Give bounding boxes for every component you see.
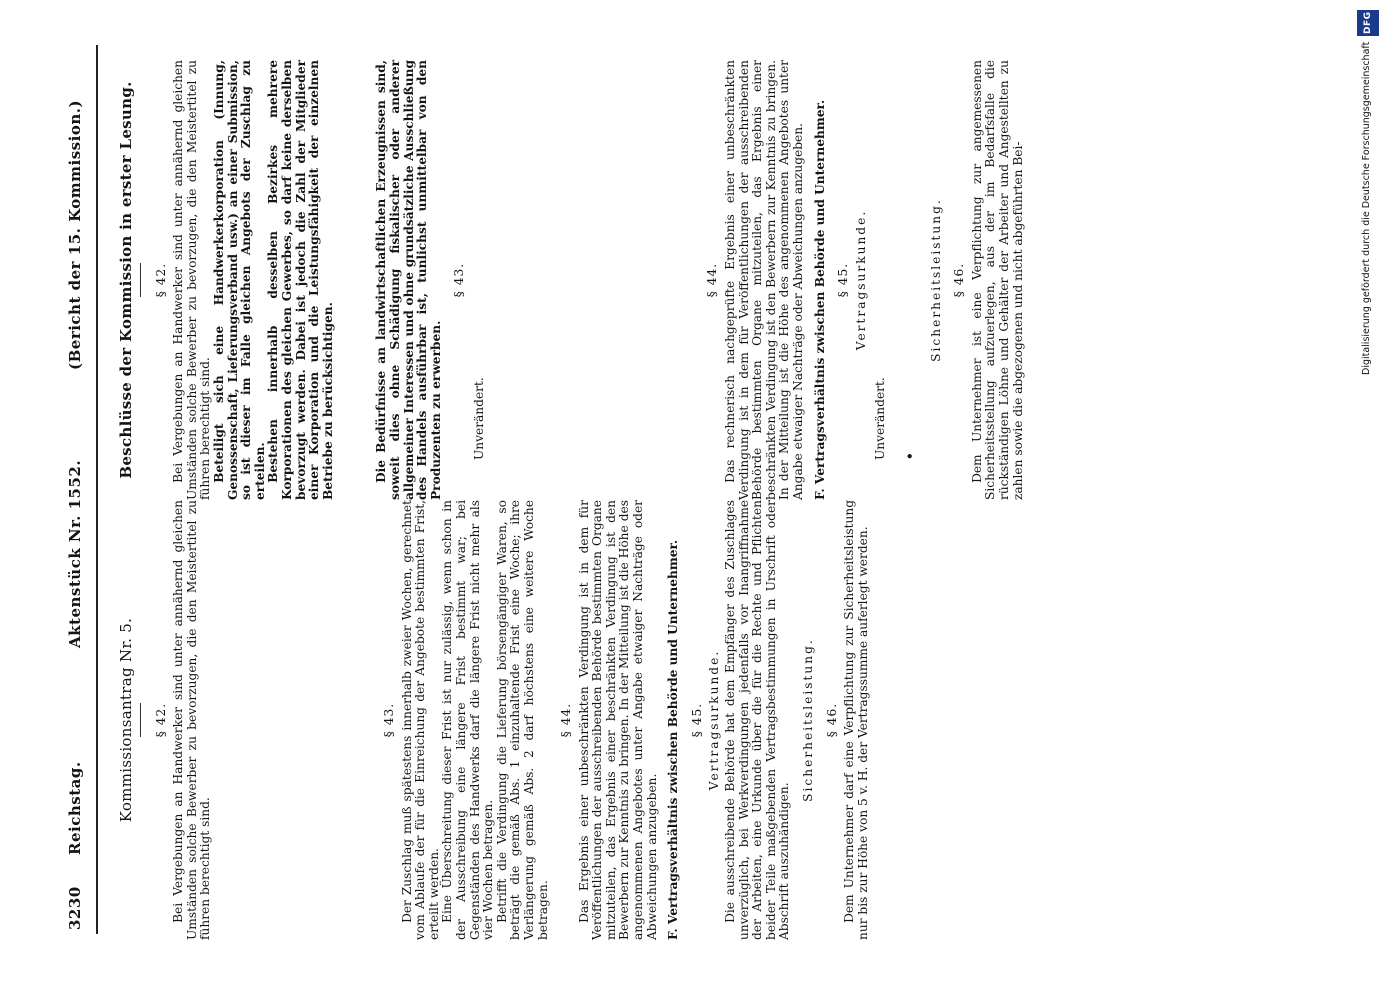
section-45-text: Die ausschreibende Behörde hat dem Empfänger des Zuschlages unverzüglich, bei Werkverdingungen jedenfalls vor Inangriffnahme der Arbeiten, eine Urkunde über die für die Rechte und Pflichten beider Teile maßgebenden Vertragsbestimmungen in Urschrift oder Abschrift auszuhändigen. — [723, 500, 792, 940]
left-column-title: Kommissionsantrag Nr. 5. — [117, 617, 135, 823]
section-45-unchanged: Unverändert. — [873, 377, 888, 460]
header-document-number: Aktenstück Nr. 1552. — [66, 459, 84, 648]
spacer — [213, 500, 283, 940]
title-divider — [140, 703, 141, 737]
title-divider — [140, 263, 141, 297]
header-rule — [96, 45, 98, 934]
section-44-heading: § 44. — [559, 702, 574, 738]
section-45-subtitle: Vertragsurkunde. — [707, 649, 722, 791]
section-44-text: Das Ergebnis einer unbeschränkten Verdingung ist in dem für Veröffentlichungen der ausschreibenden Behörde bestimmten Organe mitzuteilen, das Ergebnis einer beschränkten Verdingung ist den Bewerbern zur Kenntnis zu bringen. In der Mitteilung ist die Höhe des angenommenen Angebotes unter Angabe etwaiger Nachträge oder Abweichungen anzugeben. — [576, 500, 659, 940]
page-number: 3230 — [66, 886, 84, 930]
section-43-heading: § 43. — [452, 262, 467, 298]
spacer — [353, 500, 373, 940]
section-44-text: Das rechnerisch nachgeprüfte Ergebnis einer unbeschränkten Verdingung ist in dem für Veröffentlichungen der ausschreibenden Behörde bestimmten Organe mitzuteilen, das Ergebnis einer beschränkten Verdingung ist den Bewerbern zur Kenntnis zu bringen. In der Mitteilung ist die Höhe des angenommenen Angebotes unter Angabe etwaiger Nachträge oder Abweichungen anzugeben. — [723, 60, 806, 500]
section-42-para-1: Bei Vergebungen an Handwerker sind unter annähernd gleichen Umständen solche Bewerber zu bevorzugen, die den Meistertitel zu führen berechtigt sind. — [171, 60, 213, 500]
spacer — [283, 500, 353, 940]
part-f-heading: F. Vertragsverhältnis zwischen Behörde und Unternehmer. — [812, 99, 827, 500]
spacer — [335, 60, 375, 500]
part-f-heading: F. Vertragsverhältnis zwischen Behörde und Unternehmer. — [666, 539, 681, 940]
section-45-subtitle: Vertragsurkunde. — [853, 209, 868, 351]
spacer — [626, 60, 696, 500]
section-43-para-2: Eine Überschreitung dieser Frist ist nur zulässig, wenn schon in der Ausschreibung eine längere Frist bestimmt war; bei Gegenständen des Handwerks darf die längere Frist nicht mehr als vier Wochen betragen. — [440, 500, 496, 940]
spacer — [486, 60, 556, 500]
spacer — [556, 60, 626, 500]
ink-mark: • — [903, 452, 917, 460]
section-43-heading: § 43. — [381, 702, 396, 738]
right-column-title: Beschlüsse der Kommission in erster Lesung. — [117, 81, 135, 479]
section-42-heading: § 42. — [153, 702, 168, 738]
section-43-para-3: Betrifft die Verdingung die Lieferung börsengängiger Waren, so beträgt die gemäß Abs. 1 einzuhaltende Frist eine Woche; ihre Verlängerung gemäß Abs. 2 darf höchstens eine weitere Woche betragen. — [494, 500, 550, 940]
section-42-para-2: Beteiligt sich eine Handwerkerkorporation (Innung, Genossenschaft, Lieferungsverband usw.) an einer Submission, so ist dieser im Falle gleichen Angebots der Zuschlag zu erteilen. — [211, 60, 267, 500]
section-42-heading: § 42. — [153, 262, 168, 298]
section-46-text: Dem Unternehmer ist eine Verpflichtung zur angemessenen Sicherheitsstellung aufzuerlegen, aus der im Bedarfsfalle die rückständigen Löhne und Gehälter der Arbeiter und Angestellten zu zahlen sowie die abgezogenen und nicht abgeführten Bei- — [969, 60, 1025, 500]
section-46-heading: § 46. — [952, 262, 967, 298]
section-42-para-4: Die Bedürfnisse an landwirtschaftlichen Erzeugnissen sind, soweit dies ohne Schädigung fiskalischer oder anderer allgemeiner Interessen und ohne grundsätzliche Ausschließung des Handels ausführbar ist, tunlichst unmittelbar von den Produzenten zu erwerben. — [374, 60, 443, 500]
header-report-title: (Bericht der 15. Kommission.) — [66, 99, 84, 370]
dfg-logo-icon: DFG — [1357, 10, 1379, 36]
section-42-text: Bei Vergebungen an Handwerker sind unter annähernd gleichen Umständen solche Bewerber zu bevorzugen, die den Meistertitel zu führen berechtigt sind. — [171, 500, 213, 940]
digitization-sidebar — [1355, 6, 1381, 994]
section-45-heading: § 45. — [689, 702, 704, 738]
security-heading: Sicherheitsleistung. — [801, 638, 815, 802]
section-45-heading: § 45. — [836, 262, 851, 298]
section-44-heading: § 44. — [705, 262, 720, 298]
digitization-credit: Digitalisierung gefördert durch die Deutsche Forschungsgemeinschaft — [1361, 42, 1372, 376]
section-42-para-3: Bestehen innerhalb desselben Bezirkes mehrere Korporationen des gleichen Gewerbes, so darf keine derselben bevorzugt werden. Dabei ist jedoch die Zahl der Mitglieder einer Korporation und die Leistungsfähigkeit der einzelnen Betriebe zu berücksichtigen. — [266, 60, 335, 500]
right-column — [117, 60, 1025, 500]
left-column — [117, 500, 870, 940]
section-46-text: Dem Unternehmer darf eine Verpflichtung zur Sicherheitsleistung nur bis zur Höhe von 5 v. H. der Vertragssumme auferlegt werden. — [842, 500, 870, 940]
section-43-unchanged: Unverändert. — [471, 377, 486, 460]
security-heading: Sicherheitsleistung. — [928, 198, 943, 362]
section-46-heading: § 46. — [824, 702, 839, 738]
section-43-para-1: Der Zuschlag muß spätestens innerhalb zweier Wochen, gerechnet vom Ablaufe der für die Einreichung der Angebote bestimmten Frist, erteilt werden. — [399, 500, 441, 940]
header-reichstag: Reichstag. — [66, 761, 84, 855]
page-header — [66, 45, 96, 930]
